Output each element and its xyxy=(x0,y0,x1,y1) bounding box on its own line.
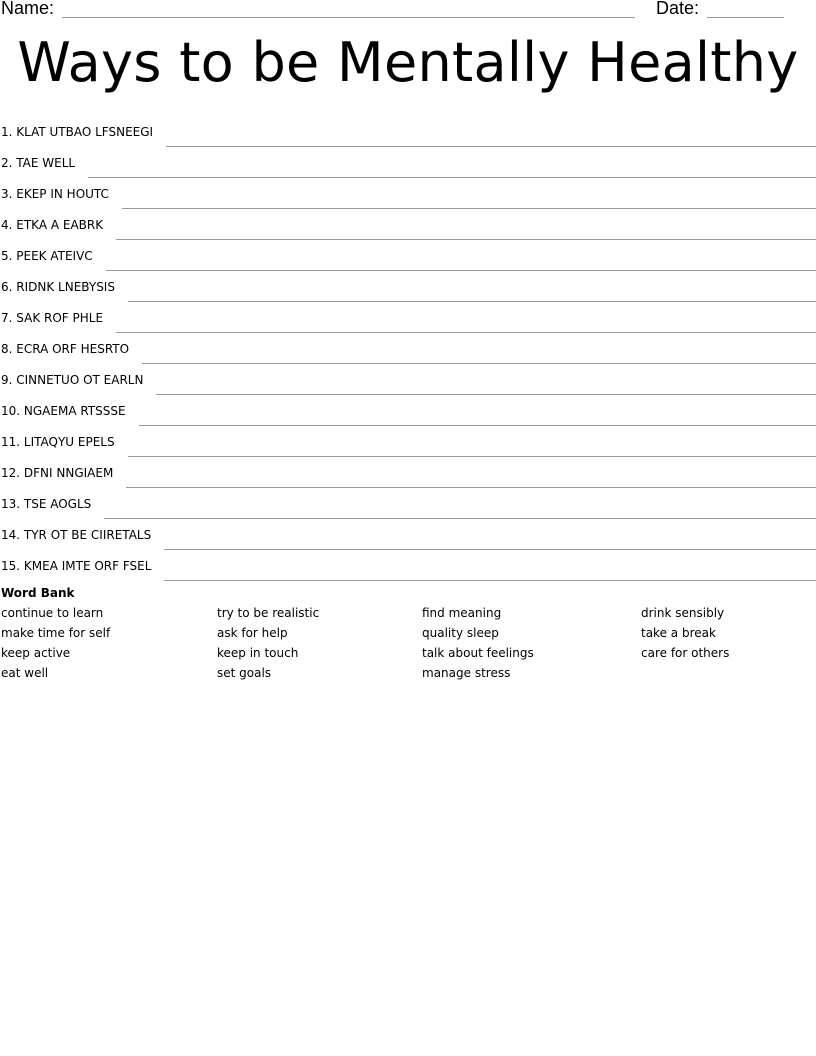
date-field-line[interactable] xyxy=(707,17,784,18)
word-bank-item: find meaning xyxy=(422,606,502,620)
question-text: 13. TSE AOGLS xyxy=(1,497,92,511)
word-bank-item: ask for help xyxy=(217,626,288,640)
word-bank-item: quality sleep xyxy=(422,626,499,640)
question-text: 9. CINNETUO OT EARLN xyxy=(1,373,144,387)
question-text: 12. DFNI NNGIAEM xyxy=(1,466,114,480)
word-bank-item: talk about feelings xyxy=(422,646,534,660)
question-text: 1. KLAT UTBAO LFSNEEGI xyxy=(1,125,154,139)
question-text: 3. EKEP IN HOUTC xyxy=(1,187,109,201)
question-text: 2. TAE WELL xyxy=(1,156,76,170)
question-text: 14. TYR OT BE CIIRETALS xyxy=(1,528,152,542)
word-bank-item: eat well xyxy=(1,666,49,680)
answer-line[interactable] xyxy=(126,486,816,488)
word-bank-item: drink sensibly xyxy=(641,606,725,620)
question-text: 7. SAK ROF PHLE xyxy=(1,311,104,325)
word-bank-item: keep active xyxy=(1,646,71,660)
answer-line[interactable] xyxy=(139,424,816,426)
answer-line[interactable] xyxy=(104,517,816,519)
question-text: 11. LITAQYU EPELS xyxy=(1,435,115,449)
answer-line[interactable] xyxy=(128,455,816,457)
word-bank-item: continue to learn xyxy=(1,606,104,620)
answer-line[interactable] xyxy=(164,548,816,550)
page-title: Ways to be Mentally Healthy xyxy=(17,31,799,94)
word-bank-column xyxy=(422,605,534,685)
question-list xyxy=(0,110,816,575)
word-bank-item: set goals xyxy=(217,666,272,680)
question-row xyxy=(0,110,816,141)
date-label: Date: xyxy=(656,0,700,18)
header-row xyxy=(0,0,816,24)
question-text: 6. RIDNK LNEBYSIS xyxy=(1,280,115,294)
answer-line[interactable] xyxy=(122,207,816,209)
answer-line[interactable] xyxy=(128,300,816,302)
question-text: 8. ECRA ORF HESRTO xyxy=(1,342,130,356)
answer-line[interactable] xyxy=(88,176,816,178)
answer-line[interactable] xyxy=(156,393,816,395)
question-text: 5. PEEK ATEIVC xyxy=(1,249,93,263)
word-bank-item: try to be realistic xyxy=(217,606,320,620)
word-bank-item: manage stress xyxy=(422,666,511,680)
answer-line[interactable] xyxy=(166,145,816,147)
word-bank-column xyxy=(217,605,319,685)
word-bank-column xyxy=(641,605,729,665)
word-bank-item: keep in touch xyxy=(217,646,299,660)
word-bank-item: care for others xyxy=(641,646,730,660)
question-text: 10. NGAEMA RTSSSE xyxy=(1,404,126,418)
word-bank xyxy=(0,585,816,685)
word-bank-item: take a break xyxy=(641,626,716,640)
answer-line[interactable] xyxy=(116,331,816,333)
word-bank-item: make time for self xyxy=(1,626,111,640)
word-bank-title: Word Bank xyxy=(1,586,75,600)
answer-line[interactable] xyxy=(116,238,816,240)
word-bank-grid xyxy=(0,605,816,685)
question-text: 4. ETKA A EABRK xyxy=(1,218,104,232)
answer-line[interactable] xyxy=(164,579,816,581)
name-label: Name: xyxy=(1,0,55,18)
answer-line[interactable] xyxy=(142,362,816,364)
word-bank-column xyxy=(1,605,110,685)
question-text: 15. KMEA IMTE ORF FSEL xyxy=(1,559,152,573)
name-field-line[interactable] xyxy=(62,17,635,18)
answer-line[interactable] xyxy=(106,269,816,271)
